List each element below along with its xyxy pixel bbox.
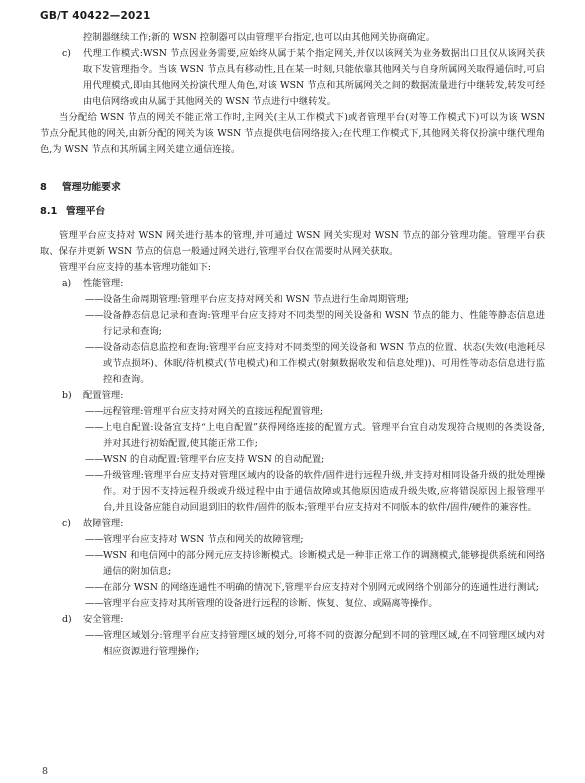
sub-item xyxy=(40,532,545,548)
section-8-1-intro: 管理平台应支持对 WSN 网关进行基本的管理,并可通过 WSN 网关实现对 WSN 节点的部分管理功能。管理平台获取、保存并更新 WSN 节点的信息一般通过网关进行,管理平台仅在需要时从网关获取。 xyxy=(40,230,545,257)
sub-item xyxy=(40,404,545,420)
sub-item xyxy=(40,580,545,596)
em-dash-marker: —— xyxy=(85,534,104,545)
item-performance-management xyxy=(40,276,545,292)
sub-item-text: 管理平台应支持对 WSN 节点和网关的故障管理; xyxy=(103,534,304,545)
page-content xyxy=(40,30,545,660)
em-dash-marker: —— xyxy=(85,630,104,641)
item-label: d) xyxy=(62,614,72,625)
function-list xyxy=(40,276,545,660)
em-dash-marker: —— xyxy=(85,454,104,465)
sub-item xyxy=(40,292,545,308)
em-dash-marker: —— xyxy=(85,406,104,417)
continuation-text: 控制器继续工作;新的 WSN 控制器可以由管理平台指定,也可以由其他网关协商确定。 xyxy=(83,32,436,43)
sub-item xyxy=(40,596,545,612)
em-dash-marker: —— xyxy=(85,582,104,593)
item-label: c) xyxy=(62,48,71,59)
item-title: 故障管理: xyxy=(83,518,124,529)
em-dash-marker: —— xyxy=(85,550,104,561)
sub-item xyxy=(40,452,545,468)
item-title: 安全管理: xyxy=(83,614,124,625)
em-dash-marker: —— xyxy=(85,342,104,353)
item-label: c) xyxy=(62,518,71,529)
sub-item-text: 远程管理:管理平台应支持对网关的直接远程配置管理; xyxy=(103,406,324,417)
sub-item-text: 升级管理:管理平台应支持对管理区域内的设备的软件/固件进行远程升级,并支持对相同设备升级的批处理操作。对于因不支持远程升级或升级过程中由于通信故障或其他原因造成升级失败,应将错误原因上报管理平台,并且设备应能自动回退到旧的软件/固件的版本;管理平台应支持对不同版本的软件/固件/硬件的兼容性。 xyxy=(103,470,545,513)
section-8-1-heading: 8.1 管理平台 xyxy=(40,206,106,217)
sub-item-text: 设备生命周期管理:管理平台应支持对网关和 WSN 节点进行生命周期管理; xyxy=(103,294,409,305)
item-label: a) xyxy=(62,278,72,289)
item-security-management xyxy=(40,612,545,628)
sub-item-text: 管理平台应支持对其所管理的设备进行远程的诊断、恢复、复位、或隔离等操作。 xyxy=(103,598,438,609)
sub-item-text: 在部分 WSN 的网络连通性不明确的情况下,管理平台应支持对个别网元或网络个别部分的连通性进行测试; xyxy=(103,582,539,593)
sub-item xyxy=(40,340,545,388)
em-dash-marker: —— xyxy=(85,294,104,305)
sub-item-text: WSN 的自动配置:管理平台应支持 WSN 的自动配置; xyxy=(103,454,325,465)
sub-item xyxy=(40,628,545,660)
em-dash-marker: —— xyxy=(85,470,104,481)
item-configuration-management xyxy=(40,388,545,404)
item-title: 配置管理: xyxy=(83,390,124,401)
sub-item-text: 管理区域划分:管理平台应支持管理区域的划分,可将不同的资源分配到不同的管理区域,在不同管理区域内对相应资源进行管理操作; xyxy=(103,630,545,657)
item-text: 代理工作模式:WSN 节点因业务需要,应始终从属于某个指定网关,并仅以该网关为业务数据出口且仅从该网关获取下发管理指令。当该 WSN 节点具有移动性,且在某一时刻,只能依靠其他网关与自身所属网关取得通信时,可启用代理模式,即由其他网关扮演代理人角色,对该 WSN 节点和其所属网关之间的数据流量进行中继转发,转发可经由电信网络或由从属于其他网关的 WSN 节点进行中继转发。 xyxy=(83,48,545,107)
sub-item xyxy=(40,308,545,340)
section-8-1-lead: 管理平台应支持的基本管理功能如下: xyxy=(59,262,211,273)
item-label: b) xyxy=(62,390,72,401)
item-c-proxy-mode xyxy=(40,46,545,110)
item-title: 性能管理: xyxy=(83,278,124,289)
em-dash-marker: —— xyxy=(85,310,104,321)
sub-item-text: 上电自配置:设备宜支持“上电自配置”获得网络连接的配置方式。管理平台宜自动发现符合规则的各类设备,并对其进行初始配置,使其能正常工作; xyxy=(103,422,545,449)
page-number: 8 xyxy=(42,766,49,777)
sub-item-text: 设备静态信息记录和查询:管理平台应支持对不同类型的网关设备和 WSN 节点的能力、性能等静态信息进行记录和查询; xyxy=(103,310,545,337)
sub-item xyxy=(40,548,545,580)
section-8-heading: 8 管理功能要求 xyxy=(40,182,121,193)
em-dash-marker: —— xyxy=(85,422,104,433)
sub-item-text: WSN 和电信网中的部分网元应支持诊断模式。诊断模式是一种非正常工作的调测模式,能够提供系统和网络通信的附加信息; xyxy=(103,550,545,577)
paragraph-gateway-reassign: 当分配给 WSN 节点的网关不能正常工作时,主网关(主从工作模式下)或者管理平台(对等工作模式下)可以为该 WSN 节点分配其他的网关,由新分配的网关为该 WSN 节点提供电信网络接入;在代理工作模式下,其他网关将仅扮演中继代理角色,为 WSN 节点和其所属主网关建立通信连接。 xyxy=(40,112,545,155)
em-dash-marker: —— xyxy=(85,598,104,609)
item-fault-management xyxy=(40,516,545,532)
sub-item xyxy=(40,420,545,452)
standard-code-header: GB/T 40422—2021 xyxy=(40,10,151,22)
sub-item-text: 设备动态信息监控和查询:管理平台应支持对不同类型的网关设备和 WSN 节点的位置、状态(失效(电池耗尽或节点损坏)、休眠/待机模式(节电模式)和工作模式(射频数据收发和信息处理))、可用性等动态信息进行监控和查询。 xyxy=(103,342,545,385)
sub-item xyxy=(40,468,545,516)
